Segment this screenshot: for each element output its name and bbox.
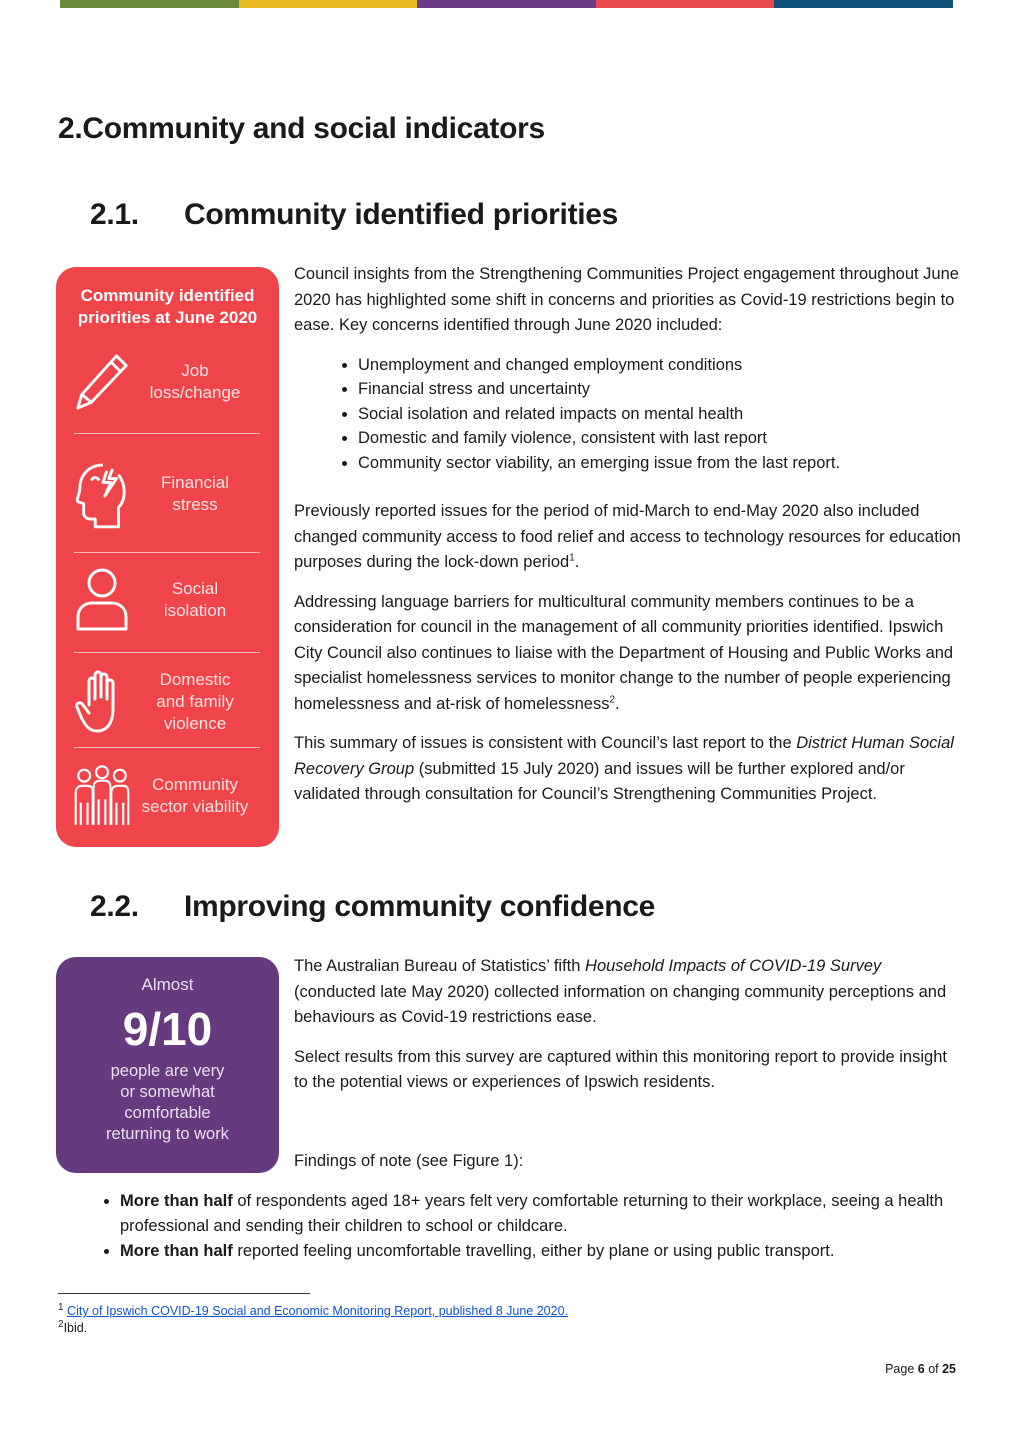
- footnotes: [58, 1303, 568, 1337]
- color-bar-yellow: [239, 0, 418, 8]
- intro-paragraph: Council insights from the Strengthening Communities Project engagement throughout June 2020 has highlighted some shift in concerns and priorities as Covid-19 restrictions begin to ease. Key concerns identified through June 2020 included:: [294, 265, 959, 334]
- hand-stop-icon: [74, 667, 130, 737]
- subsection-number: 2.2.: [90, 890, 139, 923]
- person-icon: [74, 565, 130, 635]
- footnote-1: $^1$ City of Ipswich COVID-19 Social and Economic Monitoring Report, published 8 June 2020.: [58, 1301, 568, 1318]
- concerns-list: [294, 353, 962, 476]
- priorities-card: [56, 267, 279, 847]
- color-bar-purple: [417, 0, 596, 8]
- priority-label: Financial stress: [160, 473, 230, 514]
- subsection-heading-2-2: [90, 890, 655, 924]
- subsection-title: Community identified priorities: [184, 198, 619, 231]
- priority-label: Community sector viability: [141, 775, 249, 816]
- list-item: • Unemployment and changed employment conditions: [358, 353, 962, 378]
- divider: [74, 652, 260, 653]
- list-item: • Domestic and family violence, consistent with last report: [358, 426, 962, 451]
- summary-paragraph: This summary of issues is consistent with Council’s last report to the District Human Social Recovery Group (submitted 15 July 2020) and issues will be further explored and/or validated through consultation for Council’s Strengthening Communities Project.: [294, 734, 954, 803]
- page-number: Page 6 of 25: [885, 1362, 956, 1376]
- findings-intro: Findings of note (see Figure 1):: [294, 1151, 524, 1170]
- subsection-title: Improving community confidence: [184, 890, 656, 923]
- subsection-number: 2.1.: [90, 198, 139, 231]
- color-bar-blue: [774, 0, 953, 8]
- footnote-ref: 2: [609, 694, 616, 705]
- priorities-card-title: Community identified priorities at June 2020: [77, 286, 258, 327]
- stat-description: people are very or somewhat comfortable returning to work: [106, 1062, 229, 1143]
- priority-domestic-violence: [74, 667, 260, 737]
- language-barriers-paragraph: Addressing language barriers for multicultural community members continues to be a consideration for council in the management of all community priorities identified. Ipswich City Council also continues to liaise with the Department of Housing and Public Works and specialist homelessness services to monitor change to the number of people experiencing homelessness and at-risk of homelessness$^2$.: [294, 592, 954, 713]
- list-item: • Financial stress and uncertainty: [358, 377, 962, 402]
- divider: [74, 747, 260, 748]
- select-results-paragraph: Select results from this survey are captured within this monitoring report to provide insight to the potential views or experiences of Ipswich residents.: [294, 1047, 947, 1091]
- priority-social-isolation: [74, 565, 260, 635]
- pencil-icon: [74, 347, 130, 417]
- stressed-head-icon: [74, 459, 130, 529]
- list-item: • Community sector viability, an emerging issue from the last report.: [358, 451, 962, 476]
- footnote-1-link[interactable]: City of Ipswich COVID-19 Social and Economic Monitoring Report, published 8 June 2020.: [67, 1304, 568, 1318]
- community-group-icon: [74, 761, 130, 831]
- findings-list-container: [90, 1189, 970, 1264]
- color-bar-green: [60, 0, 239, 8]
- abs-survey-paragraph: The Australian Bureau of Statistics’ fifth Household Impacts of COVID-19 Survey (conducted late May 2020) collected information on changing community perceptions and behaviours as Covid-19 restrictions ease.: [294, 957, 947, 1026]
- color-bar-red: [596, 0, 775, 8]
- subsection-heading-2-1: [90, 198, 618, 232]
- stat-qualifier: Almost: [141, 975, 194, 994]
- section-heading: [58, 112, 545, 146]
- divider: [74, 552, 260, 553]
- list-item: • More than half of respondents aged 18+ years felt very comfortable returning to their workplace, seeing a health professional and sending their children to school or childcare.: [120, 1189, 970, 1239]
- divider: [74, 433, 260, 434]
- findings-list: [90, 1189, 970, 1264]
- top-color-bar: [60, 0, 953, 8]
- footnote-2: $^2$Ibid.: [58, 1318, 88, 1335]
- priorities-body: [294, 262, 962, 822]
- confidence-body: [294, 954, 962, 1188]
- priority-label: Domestic and family violence: [156, 670, 234, 733]
- footnote-divider: [58, 1293, 310, 1294]
- stat-value: 9/10: [122, 1003, 213, 1055]
- priority-financial-stress: [74, 459, 260, 529]
- priority-label: Social isolation: [163, 579, 227, 620]
- section-title: Community and social indicators: [82, 112, 545, 145]
- section-number: 2.: [58, 112, 83, 145]
- priority-community-sector: [74, 761, 260, 831]
- priority-label: Job loss/change: [149, 361, 241, 402]
- list-item: • Social isolation and related impacts on mental health: [358, 402, 962, 427]
- footnote-ref: 1: [569, 552, 575, 564]
- priority-job-loss: [74, 347, 260, 417]
- list-item: • More than half reported feeling uncomfortable travelling, either by plane or using public transport.: [120, 1239, 970, 1264]
- confidence-stat-card: [56, 957, 279, 1173]
- previous-issues-paragraph: Previously reported issues for the period of mid-March to end-May 2020 also included changed community access to food relief and access to technology resources for education purposes during the lock-down period$^1$.: [294, 502, 961, 571]
